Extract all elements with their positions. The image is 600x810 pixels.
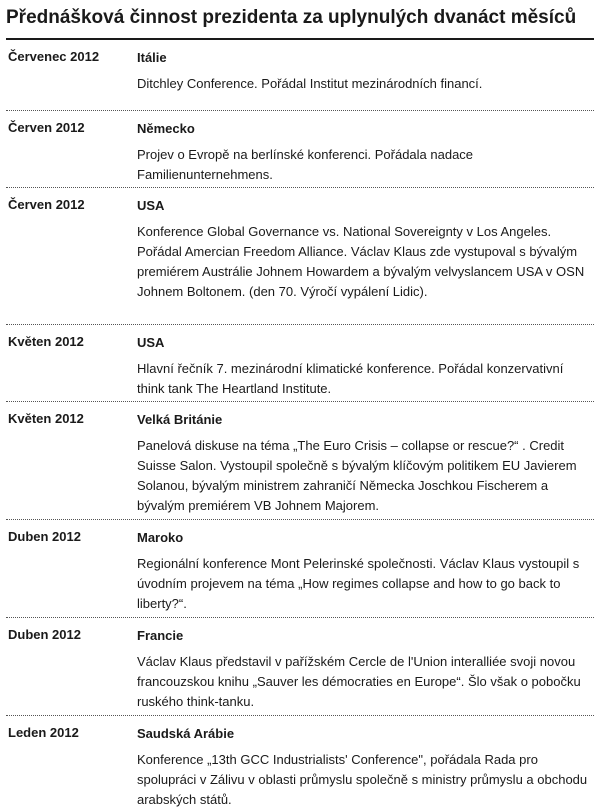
row-description: Ditchley Conference. Pořádal Institut mezinárodních financí. <box>137 76 483 91</box>
lecture-list <box>6 40 594 808</box>
row-date: Červen 2012 <box>8 197 85 212</box>
row-country: Francie <box>137 628 184 643</box>
list-item <box>6 111 594 188</box>
row-country: Velká Británie <box>137 412 223 427</box>
row-description: Konference „13th GCC Industrialists' Conference", pořádala Rada pro spolupráci v Zálivu v oblasti průmyslu společně s ministry průmyslu a obchodu arabských států. <box>137 752 588 807</box>
row-description: Hlavní řečník 7. mezinárodní klimatické konference. Pořádal konzervativní think tank The Heartland Institute. <box>137 361 564 396</box>
row-content <box>137 618 594 715</box>
row-description: Panelová diskuse na téma „The Euro Crisis – collapse or rescue?“ . Credit Suisse Salon. Vystoupil společně s bývalým klíčovým politikem EU Javierem Solanou, bývalým ministrem zahraničí Německa Joschkou Fischerem a bývalým premiérem VB Johnem Majorem. <box>137 438 577 513</box>
row-country: Saudská Arábie <box>137 726 235 741</box>
list-item <box>6 40 594 111</box>
row-date: Červenec 2012 <box>8 49 100 64</box>
row-description: Projev o Evropě na berlínské konferenci. Pořádala nadace Familienunternehmens. <box>137 147 474 182</box>
row-content <box>137 520 594 617</box>
page-title: Přednášková činnost prezidenta za uplynulých dvanáct měsíců <box>6 7 577 28</box>
list-item <box>6 325 594 402</box>
row-country: Itálie <box>137 50 167 65</box>
row-description: Konference Global Governance vs. National Sovereignty v Los Angeles. Pořádal Amercian Freedom Alliance. Václav Klaus zde vystupoval s bývalým premiérem Austrálie Johnem Howardem a bývalým velvyslancem USA v OSN Johnem Boltonem. (den 70. Výročí vypálení Lidic). <box>137 224 585 299</box>
row-content <box>137 111 594 187</box>
row-country: Maroko <box>137 530 184 545</box>
list-item <box>6 402 594 520</box>
row-date: Červen 2012 <box>8 120 85 135</box>
row-country: USA <box>137 198 165 213</box>
row-content <box>137 40 594 110</box>
list-item <box>6 618 594 716</box>
list-item <box>6 520 594 618</box>
row-country: USA <box>137 335 165 350</box>
row-date: Květen 2012 <box>8 411 84 426</box>
row-date: Leden 2012 <box>8 725 79 740</box>
row-content <box>137 188 594 324</box>
row-content <box>137 325 594 401</box>
list-item <box>6 716 594 808</box>
row-date: Duben 2012 <box>8 529 81 544</box>
row-date: Květen 2012 <box>8 334 84 349</box>
list-item <box>6 188 594 325</box>
row-country: Německo <box>137 121 195 136</box>
row-content <box>137 716 594 808</box>
row-description: Václav Klaus představil v pařížském Cercle de l'Union interalliée svoji novou francouzskou knihu „Sauver les démocraties en Europe“. Šlo však o pobočku ruského think-tanku. <box>137 654 581 709</box>
row-content <box>137 402 594 519</box>
row-date: Duben 2012 <box>8 627 81 642</box>
row-description: Regionální konference Mont Pelerinské společnosti. Václav Klaus vystoupil s úvodním projevem na téma „How regimes collapse and how to go back to liberty?“. <box>137 556 580 611</box>
